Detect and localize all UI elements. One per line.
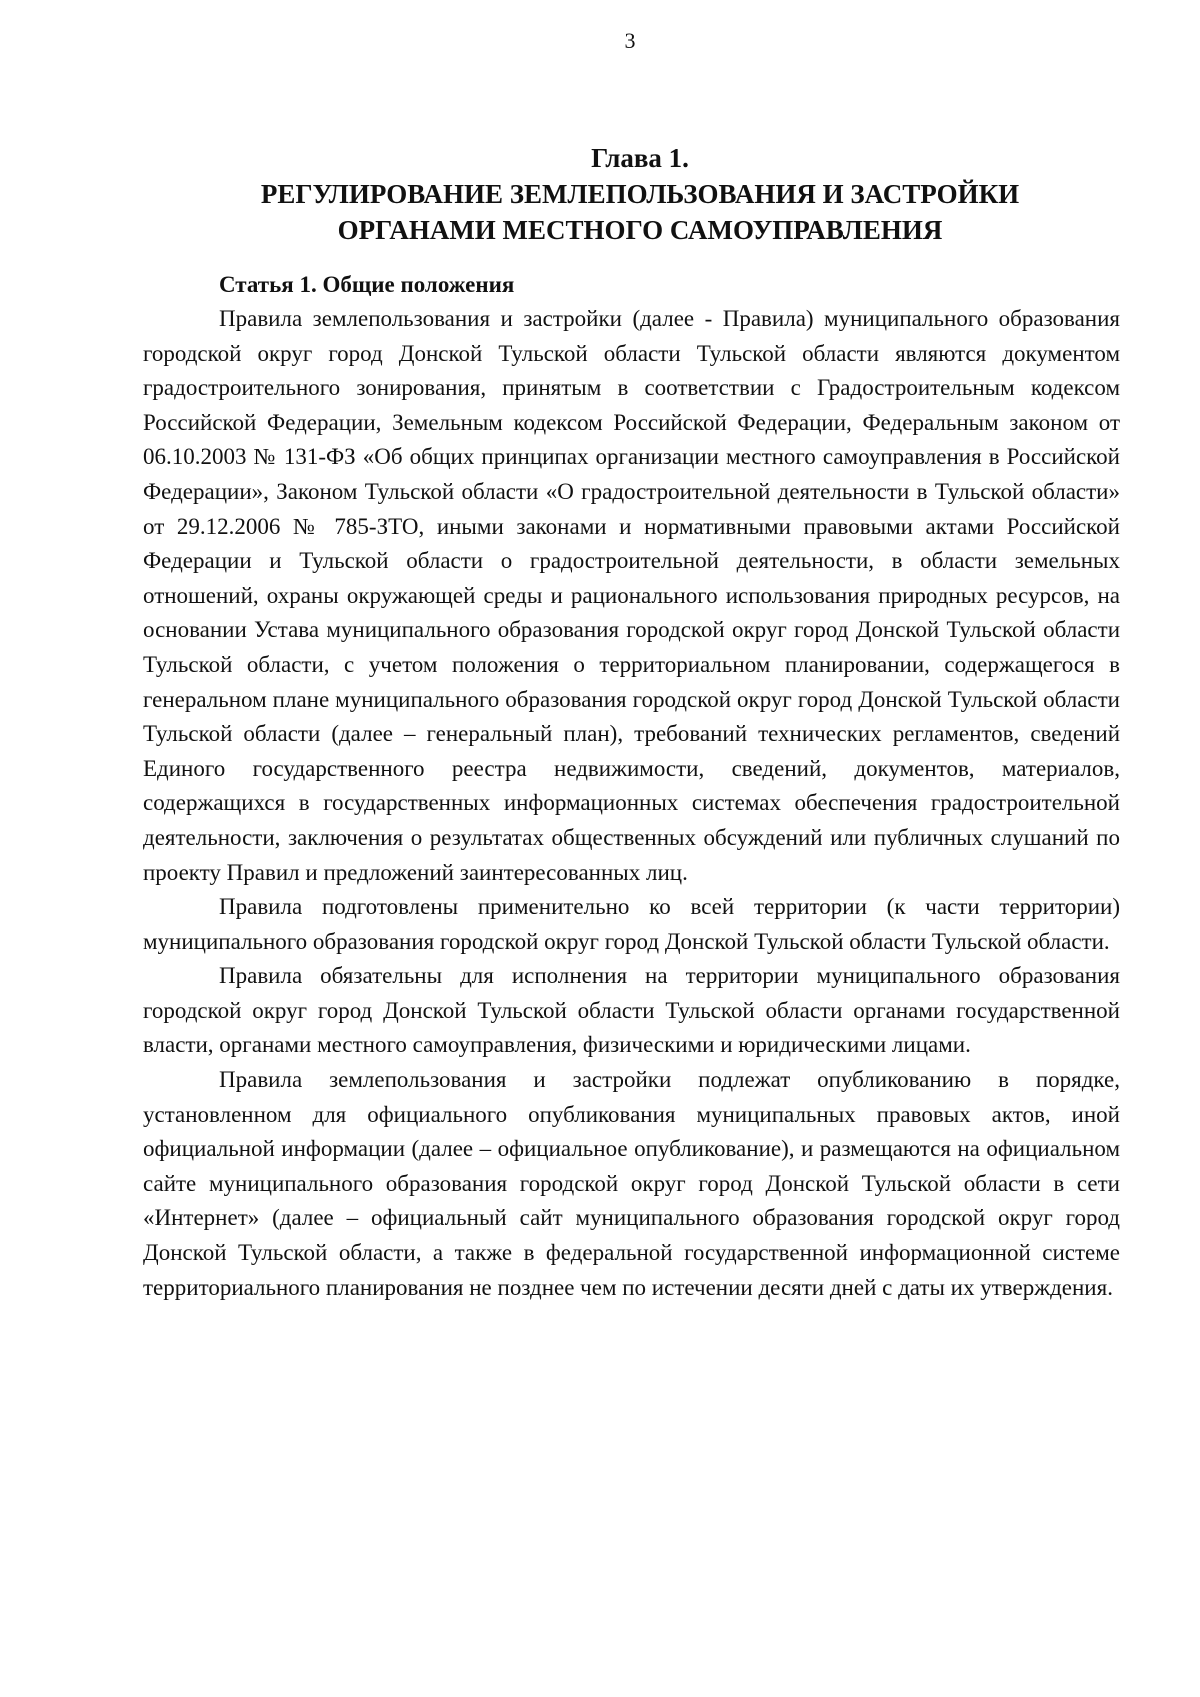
paragraph: Правила землепользования и застройки (далее - Правила) муниципального образования городской округ город Донской Тульской области Тульской области являются документом градостроительного зонирования, принятым в соответствии с Градостроительным кодексом Российской Федерации, Земельным кодексом Российской Федерации, Федеральным законом от 06.10.2003 № 131-ФЗ «Об общих принципах организации местного самоуправления в Российской Федерации», Законом Тульской области «О градостроительной деятельности в Тульской области» от 29.12.2006 № 785-ЗТО, иными законами и нормативными правовыми актами Российской Федерации и Тульской области о градостроительной деятельности, в области земельных отношений, охраны окружающей среды и рационального использования природных ресурсов, на основании Устава муниципального образования городской округ город Донской Тульской области Тульской области, с учетом положения о территориальном планировании, содержащегося в генеральном плане муниципального образования городской округ город Донской Тульской области Тульской области (далее – генеральный план), требований технических регламентов, сведений Единого государственного реестра недвижимости, сведений, документов, материалов, содержащихся в государственных информационных системах обеспечения градостроительной деятельности, заключения о результатах общественных обсуждений или публичных слушаний по проекту Правил и предложений заинтересованных лиц.	[143, 306, 1120, 885]
chapter-heading	[200, 140, 1080, 248]
chapter-label: Глава 1.	[591, 143, 689, 173]
chapter-title-line-1: РЕГУЛИРОВАНИЕ ЗЕМЛЕПОЛЬЗОВАНИЯ И ЗАСТРОЙКИ	[260, 179, 1020, 209]
page-number: 3	[624, 28, 636, 53]
paragraph: Правила подготовлены применительно ко всей территории (к части территории) муниципального образования городской округ город Донской Тульской области Тульской области.	[143, 894, 1120, 954]
paragraph: Правила землепользования и застройки подлежат опубликованию в порядке, установленном для официального опубликования муниципальных правовых актов, иной официальной информации (далее – официальное опубликование), и размещаются на официальном сайте муниципального образования городской округ город Донской Тульской области в сети «Интернет» (далее – официальный сайт муниципального образования городской округ город Донской Тульской области, а также в федеральной государственной информационной системе территориального планирования не позднее чем по истечении десяти дней с даты их утверждения.	[143, 1067, 1120, 1300]
paragraph: Правила обязательны для исполнения на территории муниципального образования городской округ город Донской Тульской области Тульской области органами государственной власти, органами местного самоуправления, физическими и юридическими лицами.	[143, 963, 1120, 1058]
article-title: Статья 1. Общие положения	[219, 272, 515, 297]
article-1	[143, 268, 1120, 1305]
chapter-title-line-2: ОРГАНАМИ МЕСТНОГО САМОУПРАВЛЕНИЯ	[337, 215, 943, 245]
